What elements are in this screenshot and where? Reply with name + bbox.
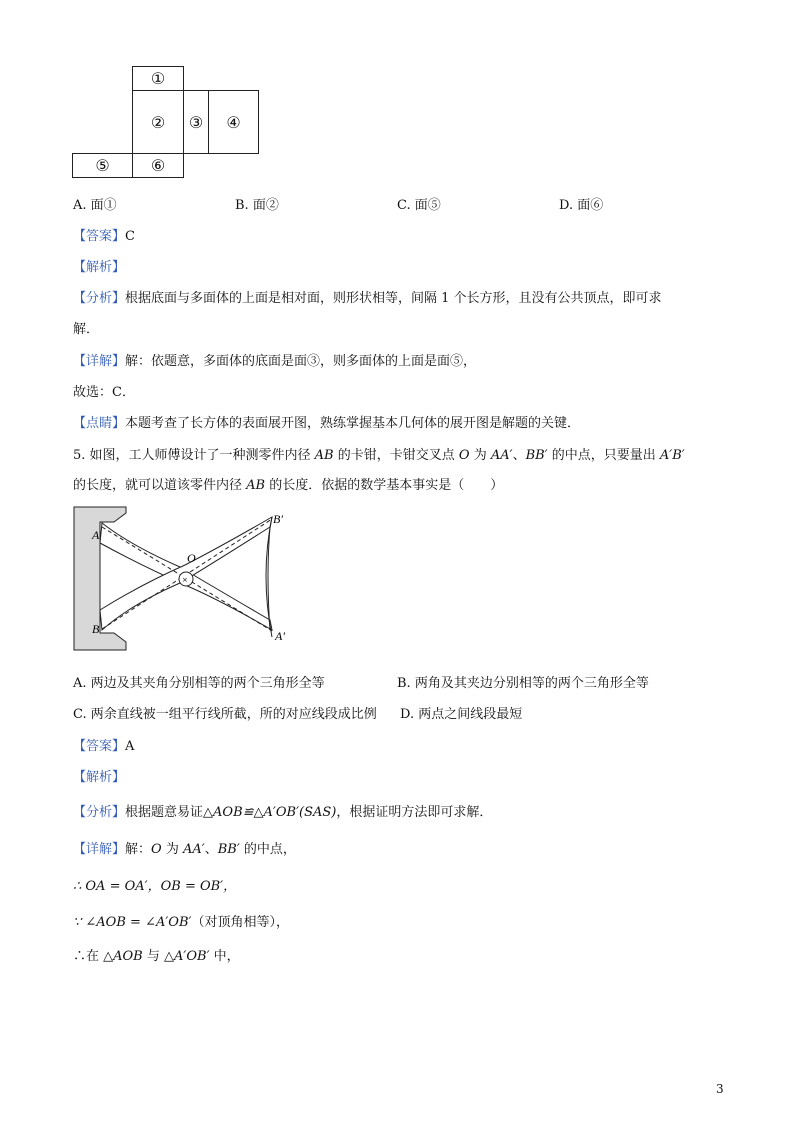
q5-analysis-tag: 【解析】 [73,770,126,785]
stem-text: 的中点，只要量出 [547,448,660,463]
triangle-apobp: △A′OB′ [164,949,210,964]
q4-answer [73,225,135,244]
caliper-figure [70,505,300,660]
stem-text: 为 [469,448,491,463]
q5-step3 [73,945,240,964]
stem-text: 5. 如图，工人师傅设计了一种测零件内径 [73,448,315,463]
q4-fenxi-line2: 解． [73,322,100,337]
q5-option-d: D. 两点之间线段最短 [400,707,523,722]
q4-xiangjie-line2: 故选：C． [73,385,135,400]
q5-stem-line1 [73,444,685,463]
math-ApBp: A′B′ [659,448,685,463]
fenxi-math: △AOB≌△A′OB′(SAS) [203,805,337,820]
fenxi-text: 根据题意易证 [125,805,204,820]
q4-option-a: A. 面① [73,198,117,213]
step3-text: ∴在 [73,949,104,964]
q4-option-c: C. 面⑤ [397,198,441,213]
q4-analysis-tag: 【解析】 [73,260,126,275]
fenxi-tag: 【分析】 [73,291,126,306]
net-face-3: ③ [183,90,209,154]
q5-option-c: C. 两余直线被一组平行线所截，所的对应线段成比例 [73,707,377,722]
q5-option-b: B. 两角及其夹边分别相等的两个三角形全等 [397,676,649,691]
step2-math: ∵ ∠AOB = ∠A′OB′ [73,915,192,930]
xiangjie-text: 的中点， [239,842,296,857]
xiangjie-tag: 【详解】 [73,842,126,857]
q4-xiangjie-line1 [73,350,476,369]
dianjing-text: 本题考查了长方体的表面展开图，熟练掌握基本几何体的展开图是解题的关键． [125,416,581,431]
net-face-2: ② [132,90,184,154]
math-AAp: AA′ [490,448,513,463]
label-O: O [187,551,196,565]
q5-step1: ∴ OA = OA′，OB = OB′， [73,879,237,894]
svg-text:×: × [182,576,188,584]
step3-text: 与 [142,949,165,964]
label-Ap: A′ [275,629,285,643]
net-face-6: ⑥ [132,153,184,178]
math-O: O [458,448,470,463]
triangle-aob: △AOB [103,949,143,964]
xiangjie-tag: 【详解】 [73,354,126,369]
q5-fenxi [73,801,492,820]
label-Bp: B′ [273,512,283,526]
q5-step2 [73,911,289,930]
math-AB: AB [314,448,334,463]
xiangjie-text: 解： [125,842,152,857]
step3-text: 中， [209,949,240,964]
xiangjie-text: 解：依题意，多面体的底面是面③，则多面体的上面是面⑤， [125,354,477,369]
math-AB: AB [246,478,266,493]
stem-text: 的长度．依据的数学基本事实是（ ） [265,478,504,493]
q5-stem-line2 [73,474,503,493]
page-number: 3 [716,1082,724,1096]
q5-xiangjie [73,838,296,857]
fenxi-text: ，根据证明方法即可求解． [336,805,493,820]
net-face-1: ① [132,66,184,91]
net-face-4: ④ [208,90,259,154]
answer-value: A [125,739,135,754]
fenxi-text: 根据底面与多面体的上面是相对面，则形状相等，间隔 1 个长方形，且没有公共顶点，即可求 [125,291,662,306]
q4-option-b: B. 面② [235,198,279,213]
xiangjie-text: 为 [161,842,183,857]
label-A: A [92,528,100,542]
dianjing-tag: 【点睛】 [73,416,126,431]
answer-tag: 【答案】 [73,739,126,754]
label-B: B [92,622,100,636]
math-O: O [151,842,162,857]
sep: 、 [204,842,218,857]
q5-option-a: A. 两边及其夹角分别相等的两个三角形全等 [73,676,325,691]
step2-note: （对顶角相等）， [191,915,289,930]
answer-value: C [125,229,135,244]
fenxi-tag: 【分析】 [73,805,126,820]
stem-sep: 、 [512,448,526,463]
q4-fenxi-line1 [73,287,662,306]
net-face-5: ⑤ [72,153,133,178]
math-BBp: BB′ [217,842,240,857]
answer-tag: 【答案】 [73,229,126,244]
q4-option-d: D. 面⑥ [559,198,604,213]
math-AAp: AA′ [182,842,205,857]
q4-dianjing [73,412,580,431]
math-BBp: BB′ [525,448,548,463]
stem-text: 的卡钳，卡钳交叉点 [333,448,459,463]
stem-text: 的长度，就可以道该零件内径 [73,478,247,493]
q5-answer [73,735,134,754]
